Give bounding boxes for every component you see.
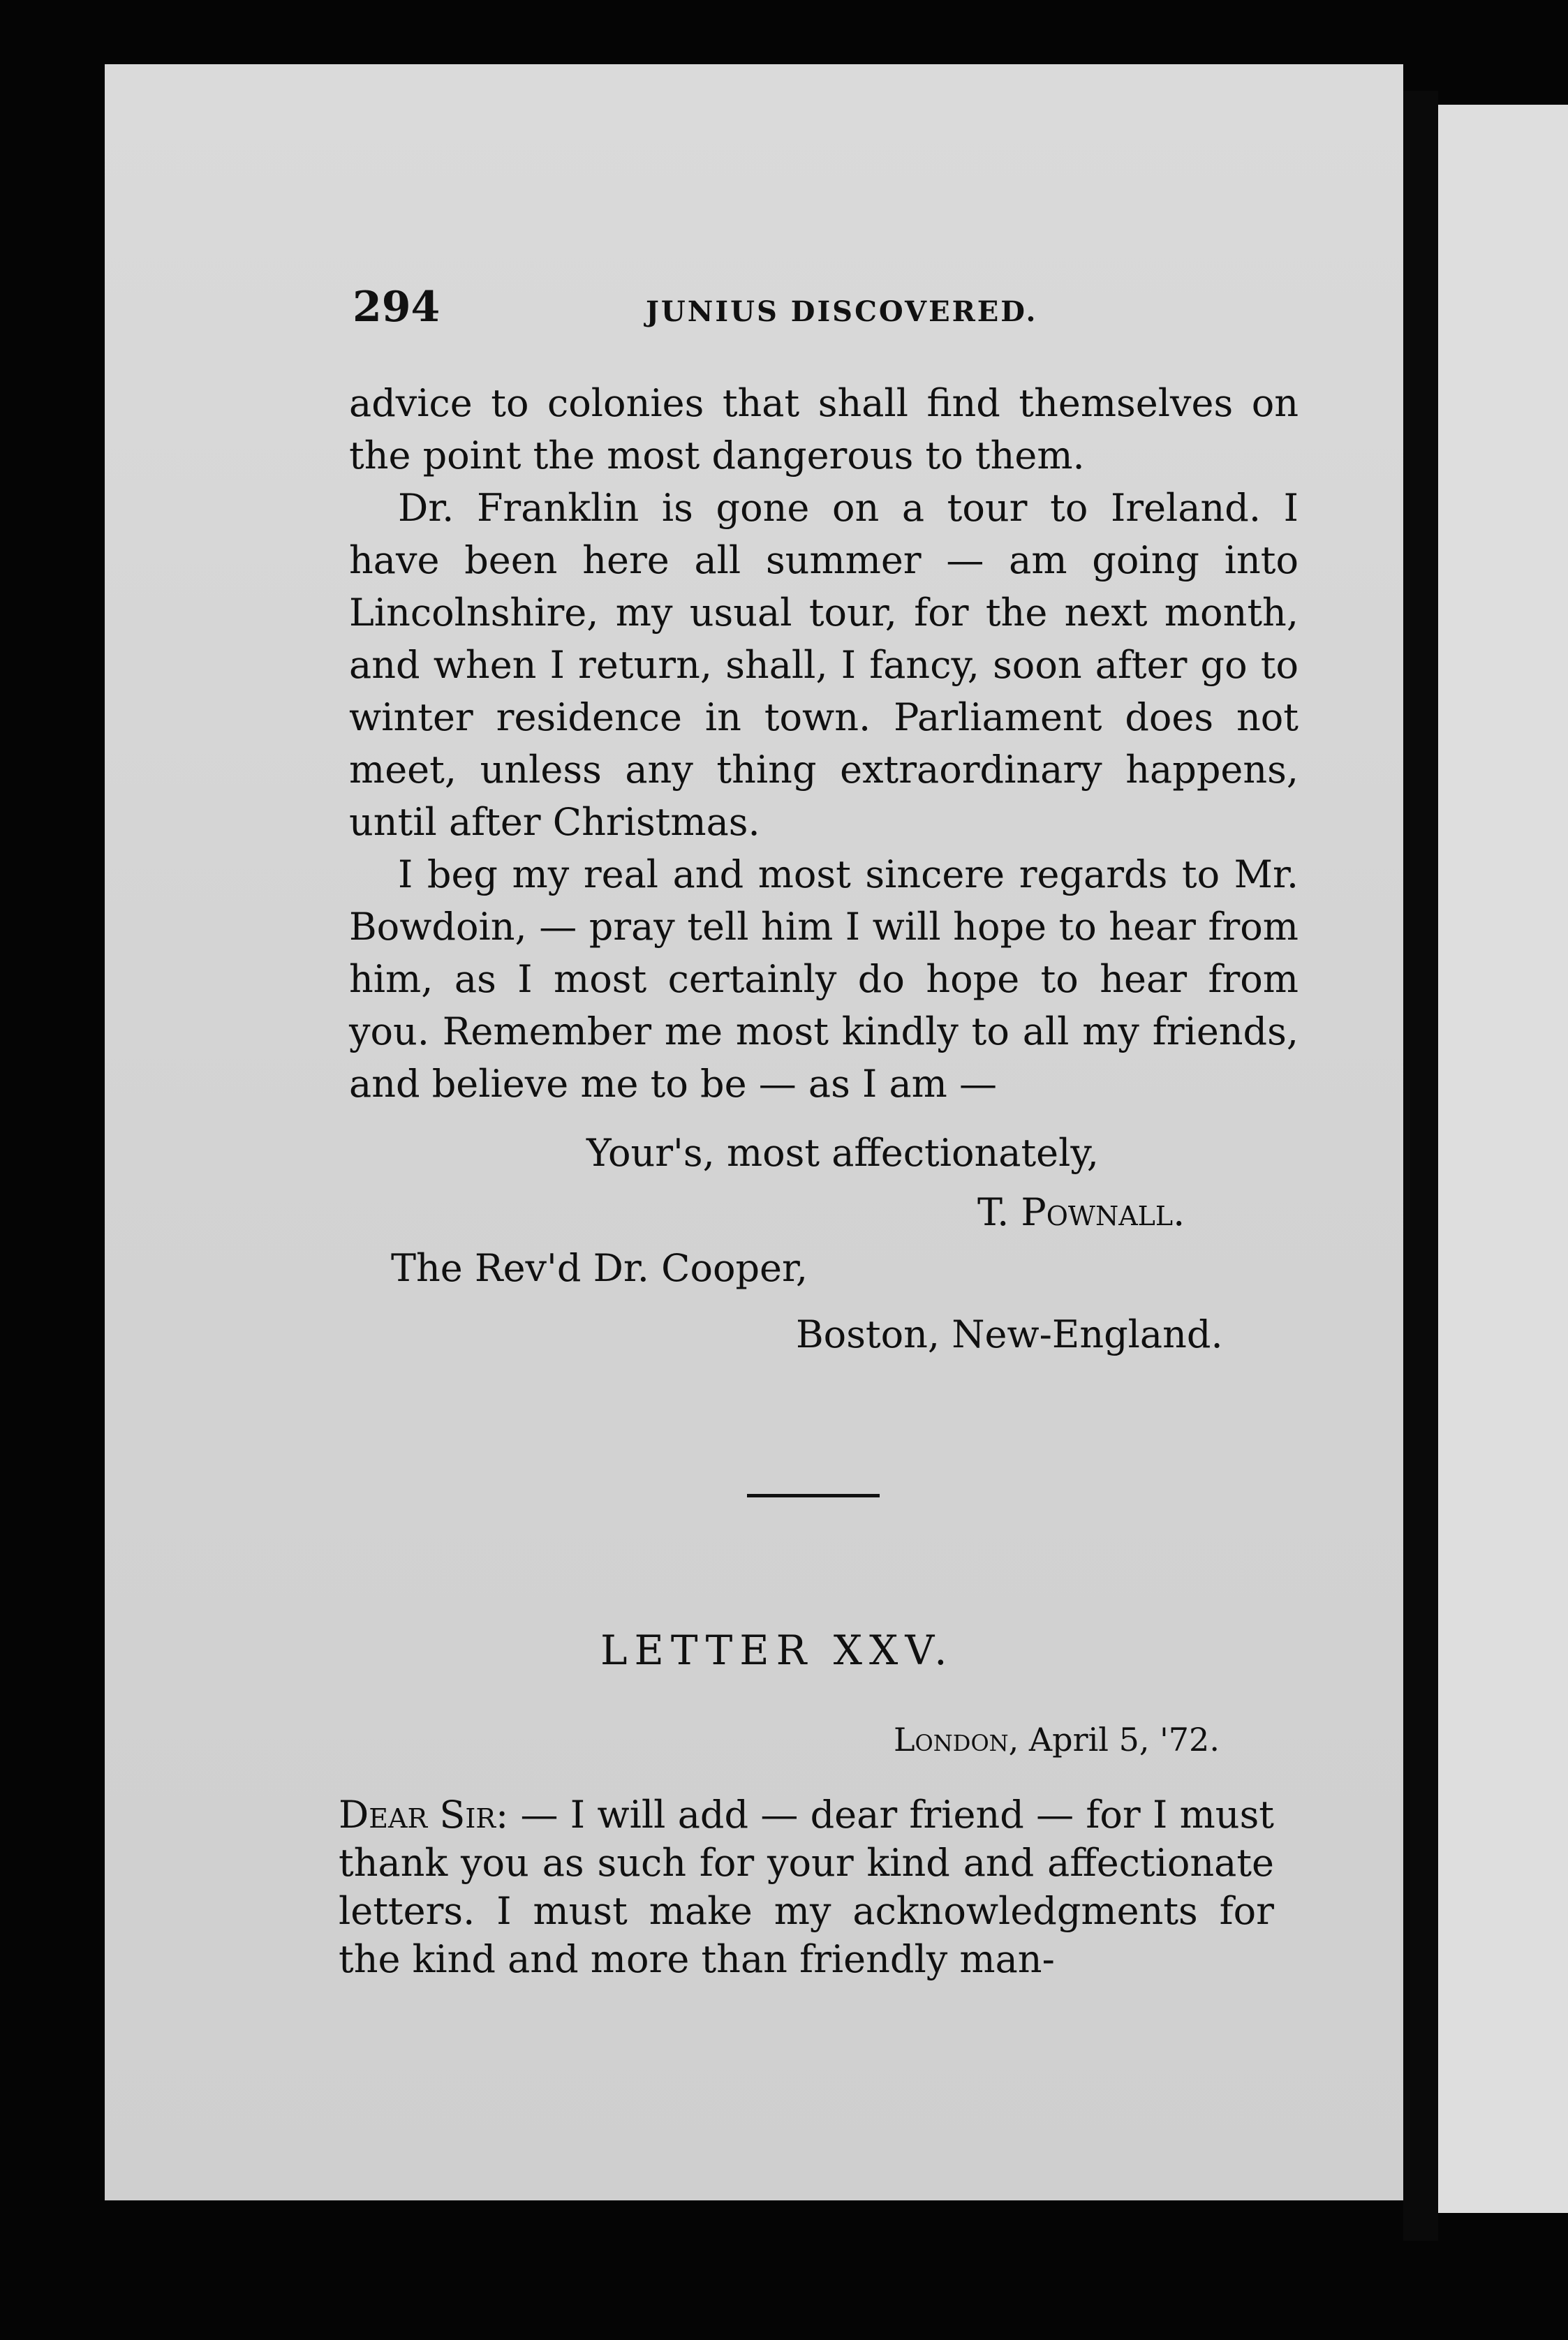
dateline-date: April 5, '72.	[1028, 1721, 1220, 1758]
recipient-name: The Rev'd Dr. Cooper,	[391, 1246, 808, 1290]
letter-heading: LETTER XXV.	[600, 1627, 954, 1674]
recipient-place: Boston, New-England.	[796, 1312, 1223, 1356]
letter-opening	[339, 1791, 1274, 1983]
letter-continuation	[349, 377, 1299, 1110]
paragraph: I beg my real and most sincere regards to Mr. Bowdoin, — pray tell him I will hope to hear from him, as I most certainly do hope to hear from you. Remember me most kindly to all my friends, and believe me to be — as I am —	[349, 852, 1299, 1106]
dateline	[894, 1721, 1220, 1758]
adjacent-page	[1438, 105, 1568, 2213]
valediction: Your's, most affectionately,	[586, 1131, 1099, 1175]
letter-text: — I will add — dear friend — for I must thank you as such for your kind and affectionate letters. I must make my acknowledgments for the kind and more than friendly man-	[339, 1793, 1274, 1981]
page-header	[353, 283, 1316, 339]
running-head: JUNIUS DISCOVERED.	[646, 295, 1038, 328]
signature: T. Pownall.	[977, 1190, 1185, 1234]
paragraph: advice to colonies that shall find themselves on the point the most dangerous to them.	[349, 381, 1299, 477]
salutation: Dear Sir:	[339, 1793, 509, 1837]
section-divider	[747, 1494, 880, 1497]
paragraph: Dr. Franklin is gone on a tour to Ireland. I have been here all summer — am going into Lincolnshire, my usual tour, for the next month, and when I return, shall, I fancy, soon after go to winter residence in town. Parliament does not meet, unless any thing extraordinary happens, until after Christmas.	[349, 486, 1299, 844]
page-gutter	[1403, 91, 1438, 2241]
dateline-place: London,	[894, 1721, 1019, 1758]
page-number: 294	[353, 283, 441, 332]
